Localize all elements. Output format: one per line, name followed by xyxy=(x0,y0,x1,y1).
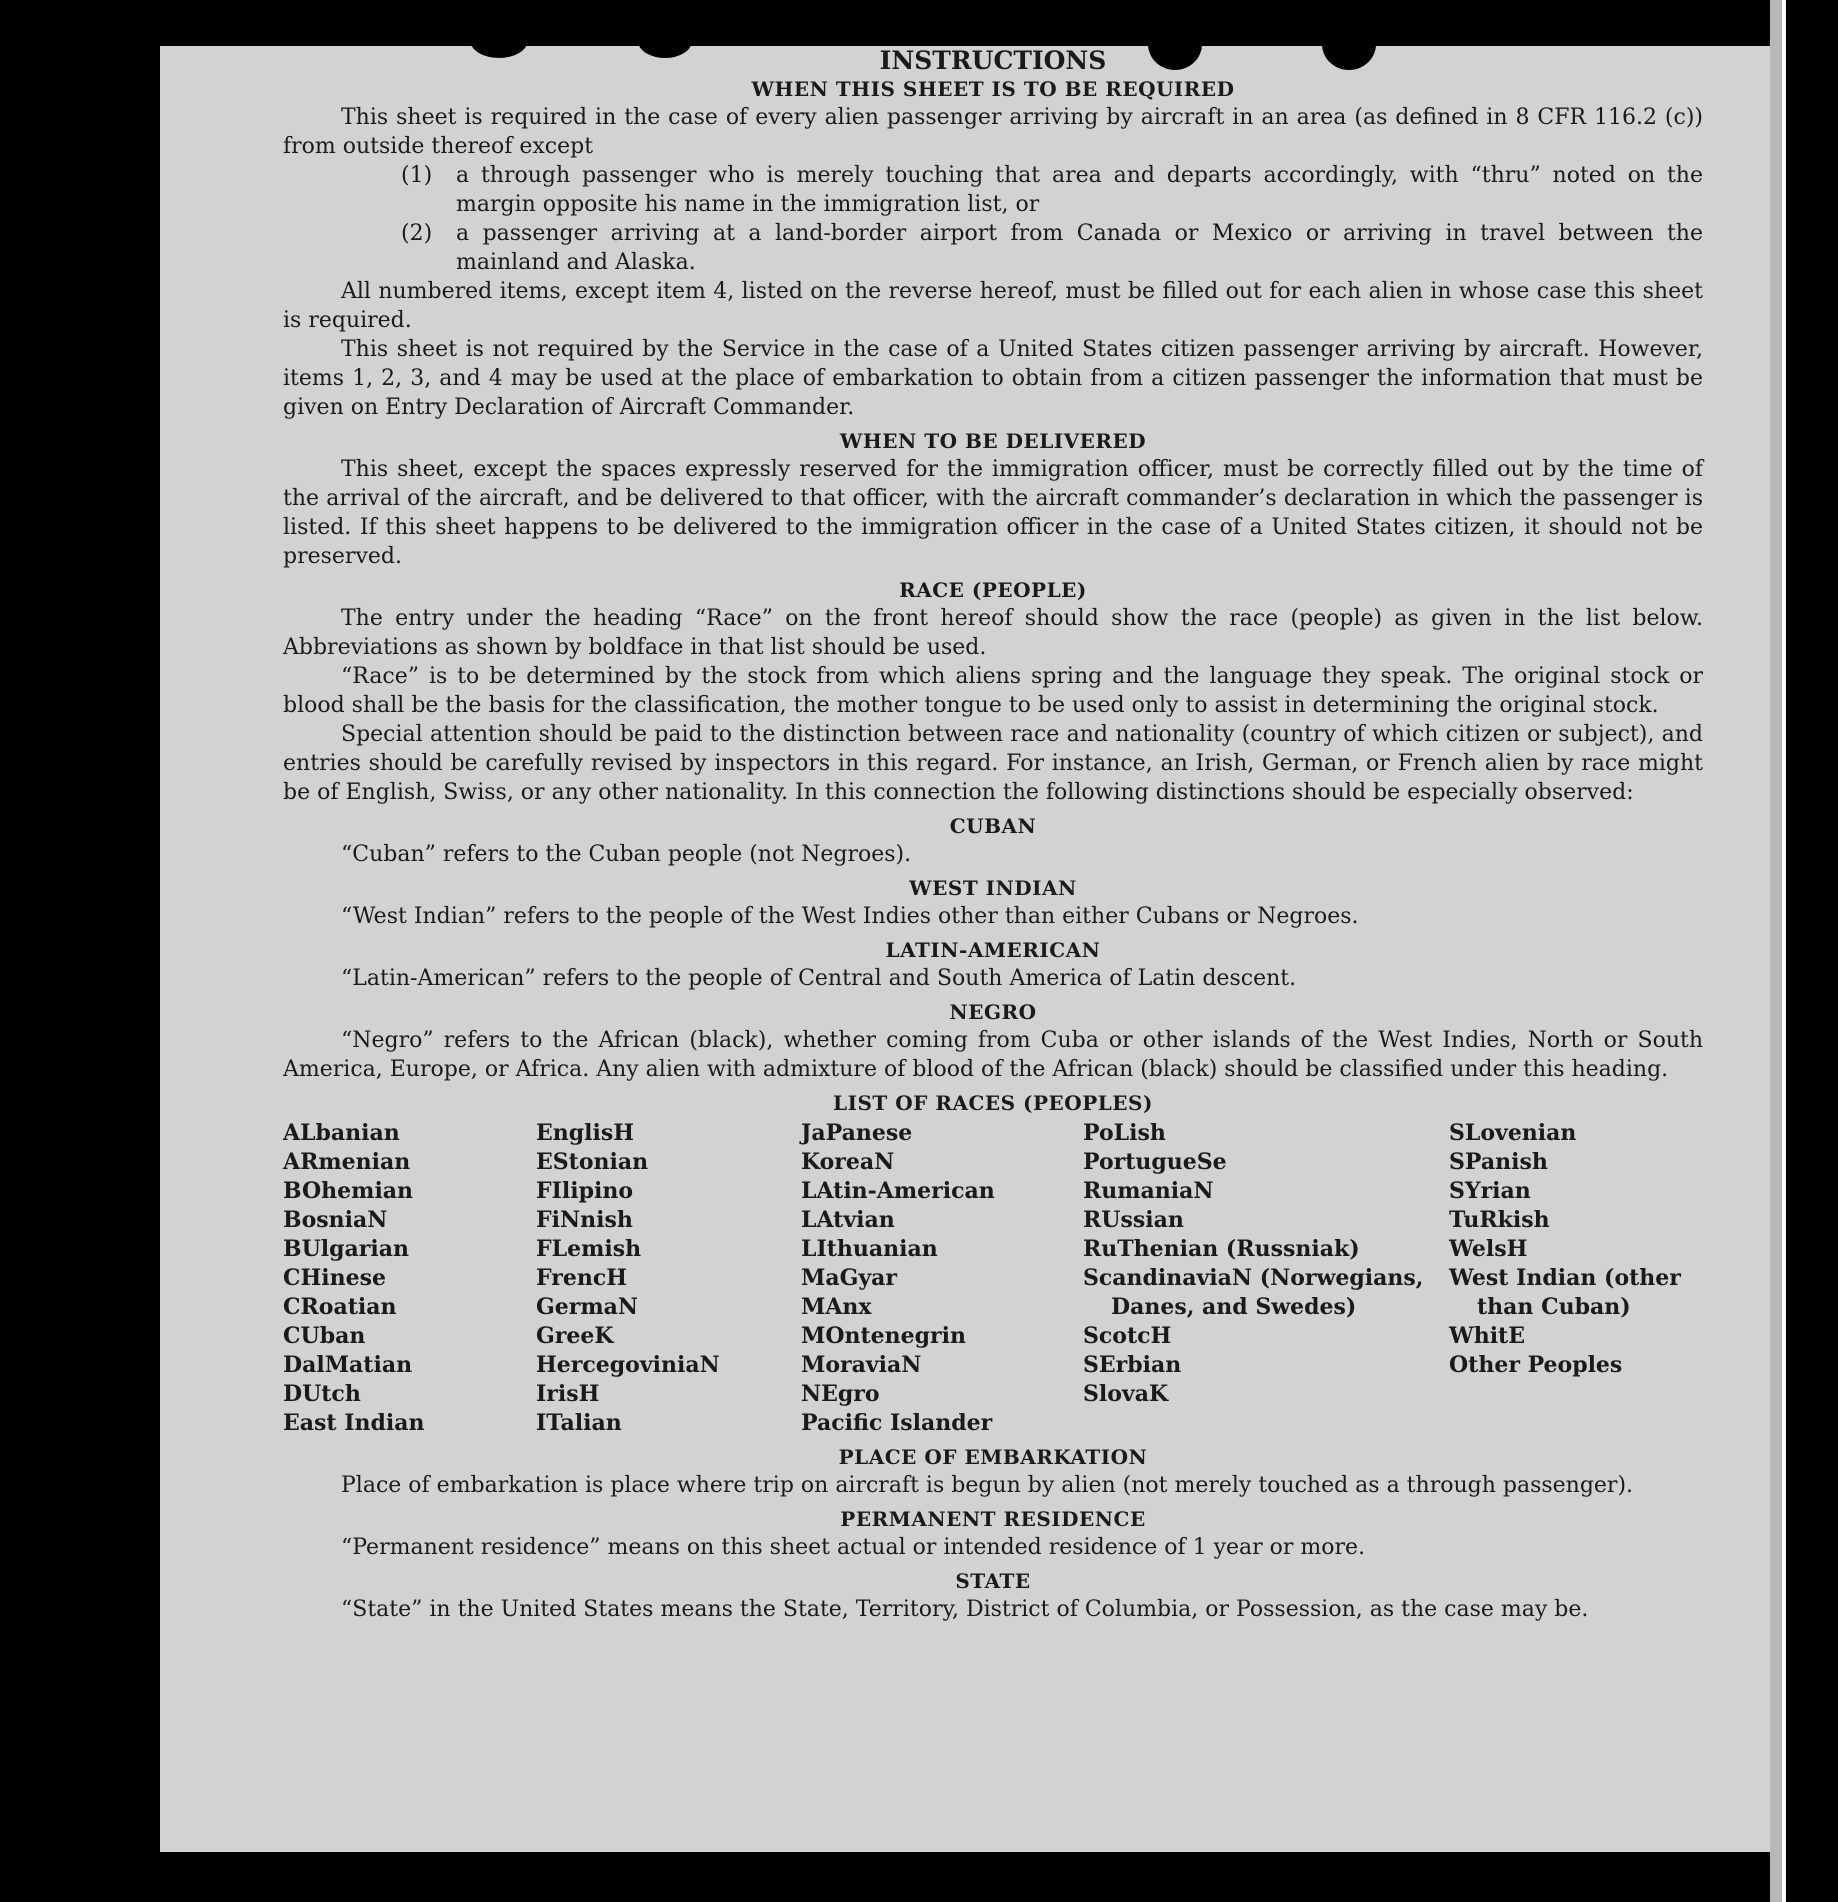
races-column xyxy=(1083,1119,1449,1438)
race-entry: ARmenian xyxy=(283,1149,411,1175)
race-entry: ALbanian xyxy=(283,1120,400,1146)
instructions-content xyxy=(283,46,1703,1624)
race-entry: Pacific Islander xyxy=(801,1410,993,1436)
race-entry: EnglisH xyxy=(536,1120,635,1146)
race-entry: FiNnish xyxy=(536,1207,633,1233)
section-heading-west-indian: WEST INDIAN xyxy=(909,876,1077,900)
paragraph: “West Indian” refers to the people of the West Indies other than either Cubans or Negroes. xyxy=(341,904,1359,929)
item-text: a passenger arriving at a land-border airport from Canada or Mexico or arriving in travel between the mainland and Alaska. xyxy=(456,221,1703,275)
item-number: (2) xyxy=(401,221,433,246)
race-entry: NEgro xyxy=(801,1381,880,1407)
paragraph: The entry under the heading “Race” on the front hereof should show the race (people) as given in the list below. Abbreviations as shown by boldface in that list should be used. xyxy=(283,606,1703,660)
race-entry: DUtch xyxy=(283,1381,361,1407)
race-entry: EStonian xyxy=(536,1149,649,1175)
race-entry: GreeK xyxy=(536,1323,614,1349)
paragraph: “Permanent residence” means on this sheet actual or intended residence of 1 year or more. xyxy=(341,1535,1366,1560)
race-entry: HercegoviniaN xyxy=(536,1352,720,1378)
punch-hole xyxy=(470,22,528,58)
paragraph: “Cuban” refers to the Cuban people (not Negroes). xyxy=(341,842,912,867)
race-entry: KoreaN xyxy=(801,1149,895,1175)
section-heading-latin-american: LATIN-AMERICAN xyxy=(885,938,1101,962)
document-page xyxy=(160,46,1770,1852)
race-entry: BUlgarian xyxy=(283,1236,409,1262)
race-entry: East Indian xyxy=(283,1410,425,1436)
race-entry: JaPanese xyxy=(801,1120,913,1146)
race-entry: BOhemian xyxy=(283,1178,414,1204)
races-list xyxy=(283,1119,1703,1438)
section-heading-races-list: LIST OF RACES (PEOPLES) xyxy=(833,1091,1153,1115)
races-column xyxy=(801,1119,1083,1438)
paragraph: “State” in the United States means the State, Territory, District of Columbia, or Possession, as the case may be. xyxy=(341,1597,1589,1622)
section-heading-delivered: WHEN TO BE DELIVERED xyxy=(839,429,1147,453)
race-entry: WelsH xyxy=(1449,1236,1528,1262)
races-column xyxy=(283,1119,536,1438)
section-heading-state: STATE xyxy=(955,1569,1031,1593)
punch-hole xyxy=(638,24,692,58)
section-heading-cuban: CUBAN xyxy=(949,814,1037,838)
races-column xyxy=(536,1119,801,1438)
race-entry: MoraviaN xyxy=(801,1352,922,1378)
race-entry: SlovaK xyxy=(1083,1381,1169,1407)
race-entry: SErbian xyxy=(1083,1352,1182,1378)
paragraph: Place of embarkation is place where trip on aircraft is begun by alien (not merely touched as a through passenger). xyxy=(341,1473,1634,1498)
paragraph: “Latin-American” refers to the people of Central and South America of Latin descent. xyxy=(341,966,1297,991)
section-heading-required: WHEN THIS SHEET IS TO BE REQUIRED xyxy=(751,77,1235,101)
race-entry: West Indian (other than Cuban) xyxy=(1449,1265,1681,1320)
races-column xyxy=(1449,1119,1703,1438)
item-number: (1) xyxy=(401,163,433,188)
page-edge xyxy=(1770,0,1782,1902)
race-entry: CRoatian xyxy=(283,1294,397,1320)
punch-hole xyxy=(1148,18,1202,70)
section-heading-race: RACE (PEOPLE) xyxy=(899,578,1087,602)
race-entry: DalMatian xyxy=(283,1352,413,1378)
section-heading-residence: PERMANENT RESIDENCE xyxy=(840,1507,1146,1531)
race-entry: Other Peoples xyxy=(1449,1352,1623,1378)
race-entry: RUssian xyxy=(1083,1207,1184,1233)
race-entry: MOntenegrin xyxy=(801,1323,966,1349)
paragraph: “Negro” refers to the African (black), whether coming from Cuba or other islands of the West Indies, North or South America, Europe, or Africa. Any alien with admixture of blood of the African (black) should be classified under this heading. xyxy=(283,1028,1703,1082)
race-entry: SLovenian xyxy=(1449,1120,1577,1146)
race-entry: LAtin-American xyxy=(801,1178,995,1204)
race-entry: ScandinaviaN (Norwegians, Danes, and Swedes) xyxy=(1083,1265,1424,1320)
race-entry: PoLish xyxy=(1083,1120,1166,1146)
paragraph: “Race” is to be determined by the stock from which aliens spring and the language they speak. The original stock or blood shall be the basis for the classification, the mother tongue to be used only to assist in determining the original stock. xyxy=(283,664,1703,718)
race-entry: WhitE xyxy=(1449,1323,1525,1349)
race-entry: LAtvian xyxy=(801,1207,895,1233)
paragraph: This sheet is required in the case of every alien passenger arriving by aircraft in an area (as defined in 8 CFR 116.2 (c)) from outside thereof except xyxy=(283,105,1703,159)
race-entry: LIthuanian xyxy=(801,1236,938,1262)
race-entry: SPanish xyxy=(1449,1149,1548,1175)
list-item xyxy=(401,161,1703,219)
section-heading-embarkation: PLACE OF EMBARKATION xyxy=(838,1445,1148,1469)
paragraph: This sheet, except the spaces expressly reserved for the immigration officer, must be correctly filled out by the time of the arrival of the aircraft, and be delivered to that officer, with the aircraft commander’s declaration in which the passenger is listed. If this sheet happens to be delivered to the immigration officer in the case of a United States citizen, it should not be preserved. xyxy=(283,457,1703,569)
paragraph: Special attention should be paid to the distinction between race and nationality (country of which citizen or subject), and entries should be carefully revised by inspectors in this regard. For instance, an Irish, German, or French alien by race might be of English, Swiss, or any other nationality. In this connection the following distinctions should be especially observed: xyxy=(283,722,1703,805)
race-entry: FLemish xyxy=(536,1236,642,1262)
race-entry: IrisH xyxy=(536,1381,600,1407)
race-entry: ScotcH xyxy=(1083,1323,1172,1349)
race-entry: ITalian xyxy=(536,1410,622,1436)
race-entry: CHinese xyxy=(283,1265,387,1291)
punch-hole xyxy=(1322,18,1376,70)
race-entry: FIlipino xyxy=(536,1178,634,1204)
race-entry: CUban xyxy=(283,1323,366,1349)
list-item xyxy=(401,219,1703,277)
race-entry: MAnx xyxy=(801,1294,872,1320)
race-entry: TuRkish xyxy=(1449,1207,1550,1233)
page-edge-line xyxy=(1782,0,1786,1902)
race-entry: GermaN xyxy=(536,1294,639,1320)
race-entry: SYrian xyxy=(1449,1178,1531,1204)
paragraph: All numbered items, except item 4, listed on the reverse hereof, must be filled out for each alien in whose case this sheet is required. xyxy=(283,279,1703,333)
section-heading-negro: NEGRO xyxy=(949,1000,1037,1024)
race-entry: RumaniaN xyxy=(1083,1178,1214,1204)
paragraph: This sheet is not required by the Service in the case of a United States citizen passenger arriving by aircraft. However, items 1, 2, 3, and 4 may be used at the place of embarkation to obtain from a citizen passenger the information that must be given on Entry Declaration of Aircraft Commander. xyxy=(283,337,1703,420)
race-entry: FrencH xyxy=(536,1265,627,1291)
page-title: INSTRUCTIONS xyxy=(879,46,1107,75)
race-entry: MaGyar xyxy=(801,1265,898,1291)
race-entry: BosniaN xyxy=(283,1207,388,1233)
item-text: a through passenger who is merely touching that area and departs accordingly, with “thru” noted on the margin opposite his name in the immigration list, or xyxy=(456,163,1703,217)
race-entry: PortugueSe xyxy=(1083,1149,1227,1175)
race-entry: RuThenian (Russniak) xyxy=(1083,1236,1360,1262)
